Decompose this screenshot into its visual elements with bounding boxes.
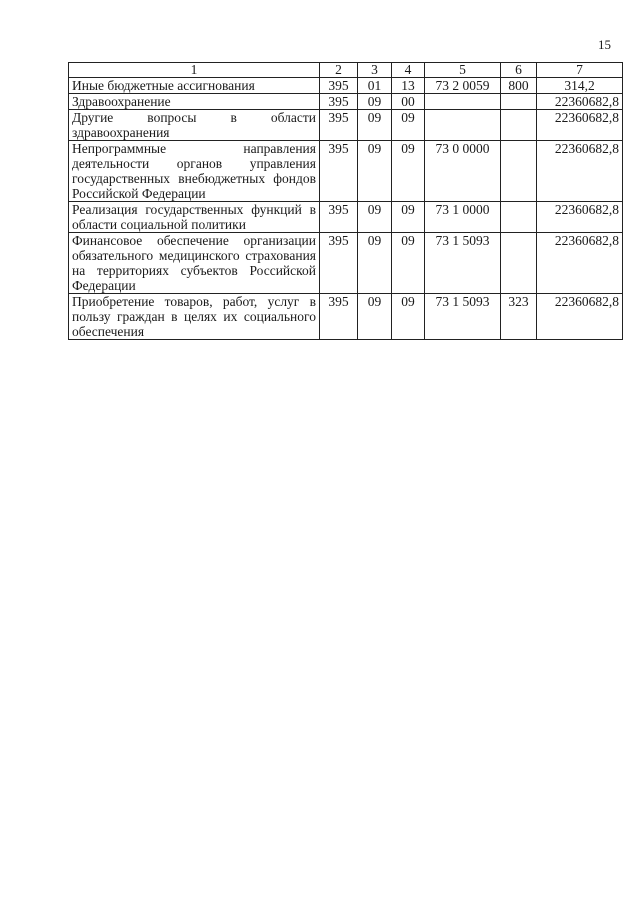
table-row [69, 110, 623, 141]
row-expense-type [501, 110, 537, 141]
row-admin-code: 395 [320, 233, 358, 294]
row-expense-type [501, 94, 537, 110]
row-section: 09 [358, 233, 392, 294]
header-cell: 3 [358, 63, 392, 78]
row-target-article: 73 2 0059 [425, 78, 501, 94]
row-name: Финансовое обеспечение организации обязательного медицинского страхования на территориях субъектов Российской Федерации [69, 233, 320, 294]
header-cell: 1 [69, 63, 320, 78]
row-target-article [425, 110, 501, 141]
row-subsection: 09 [392, 233, 425, 294]
row-admin-code: 395 [320, 202, 358, 233]
row-subsection: 13 [392, 78, 425, 94]
table-row [69, 141, 623, 202]
row-name: Реализация государственных функций в области социальной политики [69, 202, 320, 233]
header-cell: 7 [537, 63, 623, 78]
row-subsection: 00 [392, 94, 425, 110]
row-subsection: 09 [392, 110, 425, 141]
row-amount: 314,2 [537, 78, 623, 94]
row-admin-code: 395 [320, 94, 358, 110]
row-section: 09 [358, 110, 392, 141]
row-name: Другие вопросы в области здравоохранения [69, 110, 320, 141]
table-header [69, 63, 623, 78]
row-expense-type [501, 141, 537, 202]
row-amount: 22360682,8 [537, 294, 623, 340]
header-cell: 5 [425, 63, 501, 78]
row-expense-type [501, 202, 537, 233]
row-section: 01 [358, 78, 392, 94]
table-row [69, 78, 623, 94]
row-name: Здравоохранение [69, 94, 320, 110]
row-amount: 22360682,8 [537, 110, 623, 141]
row-section: 09 [358, 141, 392, 202]
row-admin-code: 395 [320, 78, 358, 94]
header-cell: 6 [501, 63, 537, 78]
table-row [69, 294, 623, 340]
row-target-article: 73 1 5093 [425, 294, 501, 340]
budget-table [68, 62, 623, 340]
row-name: Приобретение товаров, работ, услуг в пользу граждан в целях их социального обеспечения [69, 294, 320, 340]
row-subsection: 09 [392, 202, 425, 233]
row-amount: 22360682,8 [537, 94, 623, 110]
row-admin-code: 395 [320, 110, 358, 141]
row-amount: 22360682,8 [537, 141, 623, 202]
row-amount: 22360682,8 [537, 202, 623, 233]
row-subsection: 09 [392, 141, 425, 202]
row-section: 09 [358, 294, 392, 340]
row-target-article: 73 1 5093 [425, 233, 501, 294]
row-expense-type: 323 [501, 294, 537, 340]
row-section: 09 [358, 202, 392, 233]
row-name: Иные бюджетные ассигнования [69, 78, 320, 94]
row-expense-type [501, 233, 537, 294]
row-amount: 22360682,8 [537, 233, 623, 294]
table-row [69, 233, 623, 294]
row-target-article: 73 1 0000 [425, 202, 501, 233]
header-cell: 4 [392, 63, 425, 78]
row-admin-code: 395 [320, 294, 358, 340]
row-name: Непрограммные направления деятельности органов управления государственных внебюджетных фондов Российской Федерации [69, 141, 320, 202]
header-cell: 2 [320, 63, 358, 78]
row-target-article: 73 0 0000 [425, 141, 501, 202]
table-row [69, 94, 623, 110]
header-row [69, 63, 623, 78]
table-body [69, 78, 623, 340]
row-subsection: 09 [392, 294, 425, 340]
row-admin-code: 395 [320, 141, 358, 202]
table-row [69, 202, 623, 233]
row-expense-type: 800 [501, 78, 537, 94]
page-number: 15 [598, 37, 611, 52]
row-target-article [425, 94, 501, 110]
row-section: 09 [358, 94, 392, 110]
